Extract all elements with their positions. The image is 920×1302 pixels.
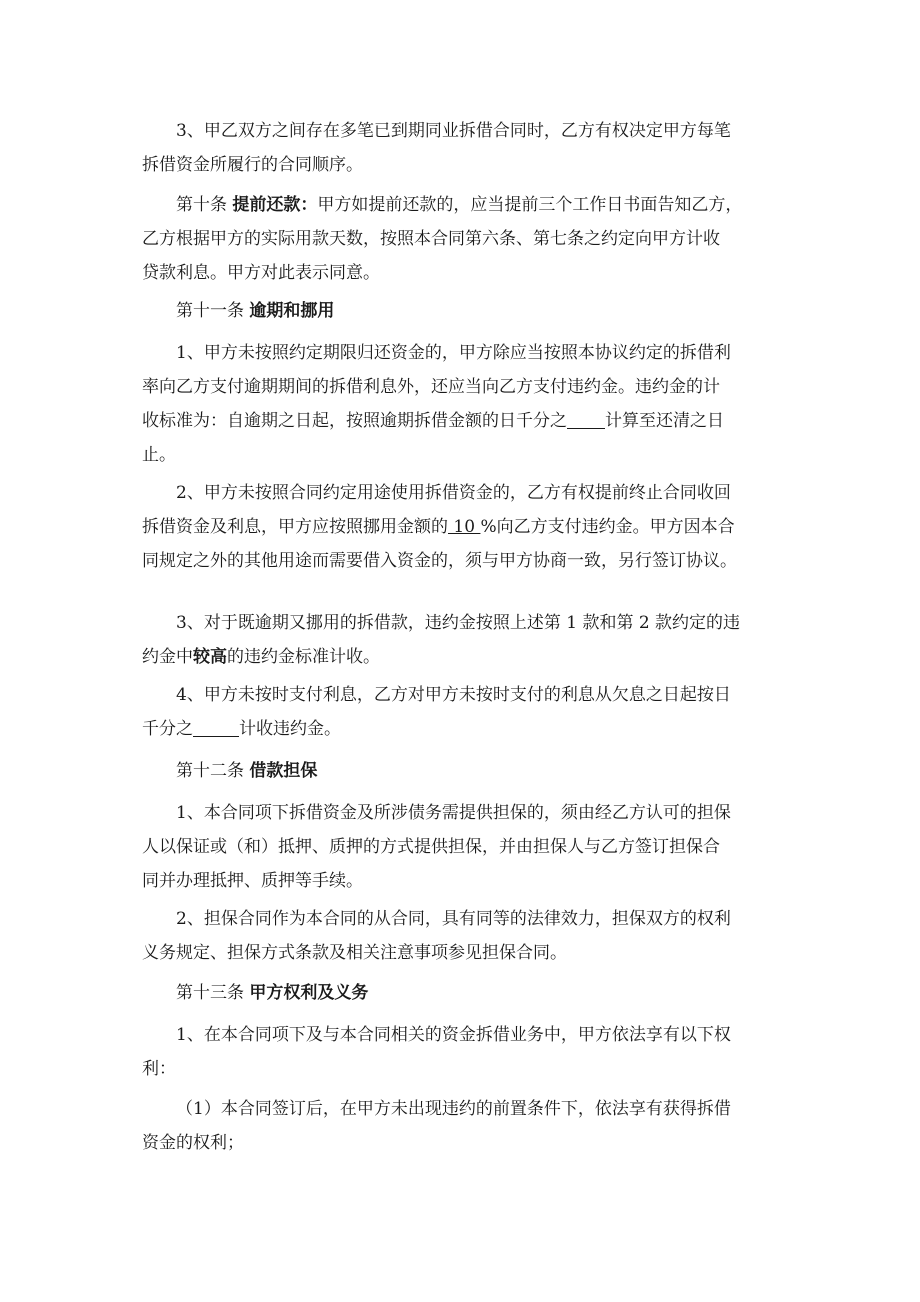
article-title: 逾期和挪用 (249, 301, 335, 321)
text-line: 人以保证或（和）抵押、质押的方式提供担保，并由担保人与乙方签订担保合 (142, 837, 720, 857)
text-line: 同规定之外的其他用途而需要借入资金的，须与甲方协商一致，另行签订协议。 (142, 551, 737, 571)
text-line (142, 640, 792, 674)
text-span: 收标准为：自逾期之日起，按照逾期拆借金额的日千分之 (142, 411, 567, 431)
text-line: 2、担保合同作为本合同的从合同，具有同等的法律效力，担保双方的权利 (176, 909, 731, 929)
text-line (142, 188, 792, 222)
text-line: 利： (142, 1059, 176, 1079)
text-line: 1、在本合同项下及与本合同相关的资金拆借业务中，甲方依法享有以下权 (176, 1025, 731, 1045)
text-span: 计算至还清之日 (605, 411, 724, 431)
paragraph-clause-3-order (142, 114, 792, 182)
article-11-heading (142, 294, 792, 328)
text-line: 4、甲方未按时支付利息，乙方对甲方未按时支付的利息从欠息之日起按日 (176, 685, 731, 705)
article-title: 提前还款： (232, 195, 318, 215)
article-13-subitem-1 (142, 1092, 792, 1160)
article-number: 第十一条 (176, 301, 250, 321)
text-line: 资金的权利； (142, 1133, 244, 1153)
article-title: 借款担保 (249, 761, 318, 781)
text-line (142, 976, 792, 1010)
text-line: 1、甲方未按照约定期限归还资金的，甲方除应当按照本协议约定的拆借利 (176, 343, 731, 363)
fill-in-blank (567, 410, 605, 429)
article-12-heading (142, 754, 792, 788)
text-line: （1）本合同签订后，在甲方未出现违约的前置条件下，依法享有获得拆借 (176, 1099, 731, 1119)
article-12-clause-1 (142, 796, 792, 898)
text-line (142, 294, 792, 328)
text-line: 乙方根据甲方的实际用款天数，按照本合同第六条、第七条之约定向甲方计收 (142, 229, 720, 249)
text-span: 甲方如提前还款的，应当提前三个工作日书面告知乙方， (317, 195, 743, 215)
article-10-prepayment (142, 188, 792, 290)
text-line: 率向乙方支付逾期期间的拆借利息外，还应当向乙方支付违约金。违约金的计 (142, 377, 720, 397)
text-line (142, 404, 792, 438)
text-line: 同并办理抵押、质押等手续。 (142, 871, 363, 891)
text-span: 约金中 (142, 647, 193, 667)
article-11-clause-4 (142, 678, 792, 746)
text-line (142, 754, 792, 788)
article-12-clause-2 (142, 902, 792, 970)
text-span: 拆借资金及利息，甲方应按照挪用金额的 (142, 517, 448, 537)
text-line: 拆借资金所履行的合同顺序。 (142, 155, 363, 175)
article-11-clause-2 (142, 476, 792, 578)
article-11-clause-1 (142, 336, 792, 472)
text-line (142, 510, 792, 544)
text-line: 止。 (142, 445, 176, 465)
text-line: 义务规定、担保方式条款及相关注意事项参见担保合同。 (142, 943, 567, 963)
text-span: 的违约金标准计收。 (227, 647, 380, 667)
text-line: 3、甲乙双方之间存在多笔已到期同业拆借合同时，乙方有权决定甲方每笔 (176, 121, 731, 141)
text-span: 计收违约金。 (239, 719, 341, 739)
article-number: 第十条 (176, 195, 233, 215)
text-line (142, 712, 792, 746)
bold-text: 较高 (193, 647, 227, 667)
text-line: 3、对于既逾期又挪用的拆借款，违约金按照上述第 1 款和第 2 款约定的违 (176, 613, 741, 633)
text-line: 2、甲方未按照合同约定用途使用拆借资金的，乙方有权提前终止合同收回 (176, 483, 731, 503)
fill-in-blank (193, 718, 239, 737)
article-number: 第十二条 (176, 761, 250, 781)
text-line: 贷款利息。甲方对此表示同意。 (142, 263, 380, 283)
text-span: 千分之 (142, 719, 193, 739)
article-13-heading (142, 976, 792, 1010)
article-11-clause-3 (142, 606, 792, 674)
article-title: 甲方权利及义务 (249, 983, 369, 1003)
article-13-clause-1 (142, 1018, 792, 1086)
text-line: 1、本合同项下拆借资金及所涉债务需提供担保的，须由经乙方认可的担保 (176, 803, 731, 823)
article-number: 第十三条 (176, 983, 250, 1003)
text-span: %向乙方支付违约金。甲方因本合 (480, 517, 735, 537)
penalty-rate-value: 10 (448, 517, 481, 537)
